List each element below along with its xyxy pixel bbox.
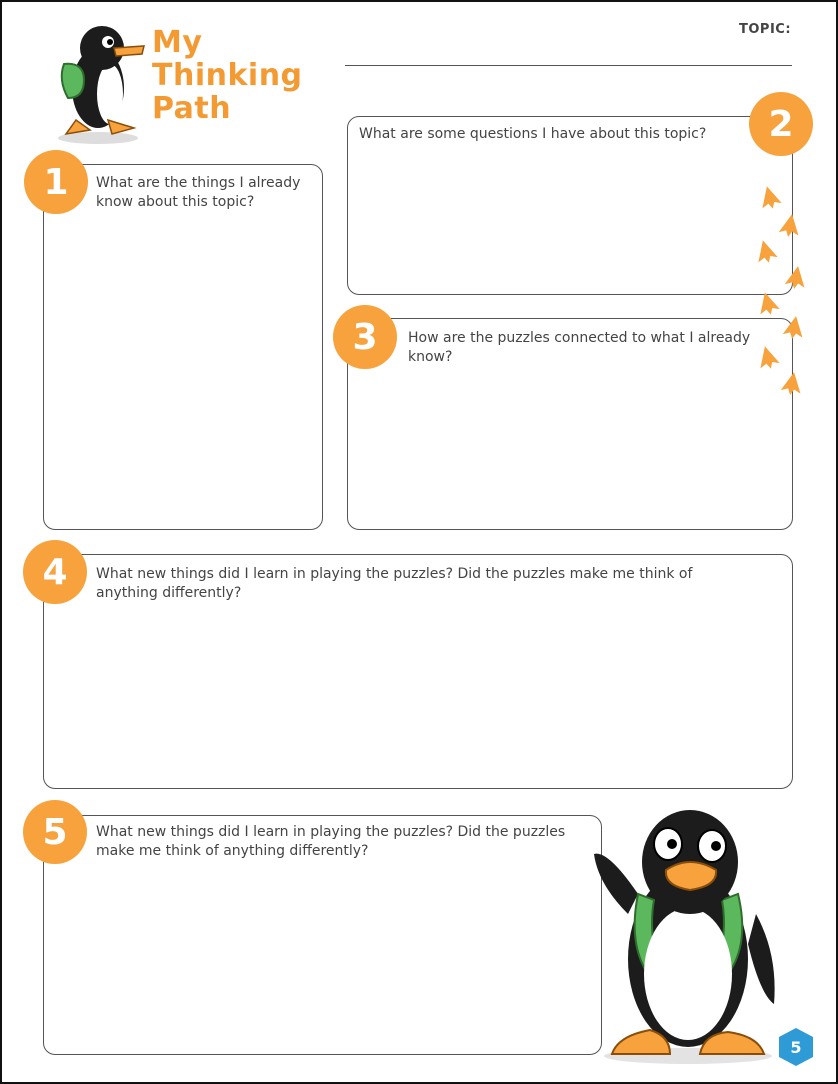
footprint-icon — [755, 290, 780, 317]
section-1-box[interactable] — [43, 164, 323, 530]
topic-input-line[interactable] — [345, 65, 792, 66]
title-line-2: Thinking — [152, 58, 303, 93]
section-4-prompt: What new things did I learn in playing the puzzles? Did the puzzles make me think of anything differently? — [96, 566, 693, 601]
section-2-prompt: What are some questions I have about this topic? — [359, 126, 707, 142]
section-3-prompt: How are the puzzles connected to what I already know? — [408, 330, 751, 365]
section-3-badge: 3 — [333, 305, 397, 369]
title-line-1: My — [152, 25, 203, 60]
section-4-badge: 4 — [23, 540, 87, 604]
page-number: 5 — [790, 1037, 802, 1057]
footprint-icon — [755, 344, 780, 371]
footprint-icon — [780, 370, 804, 396]
section-5-badge: 5 — [23, 800, 87, 864]
footprint-icon — [778, 212, 802, 238]
footprints-trail — [748, 180, 814, 400]
title-line-3: Path — [152, 91, 232, 126]
section-2-badge: 2 — [749, 92, 813, 156]
section-1-prompt: What are the things I already know about this topic? — [96, 175, 301, 210]
footprint-icon — [753, 238, 778, 265]
page-title — [152, 26, 303, 125]
footprint-icon — [757, 184, 782, 211]
penguin-walking-icon — [54, 24, 150, 146]
penguin-waving-icon — [588, 804, 778, 1066]
footprint-icon — [782, 314, 806, 340]
section-5-prompt: What new things did I learn in playing the puzzles? Did the puzzles make me think of anything differently? — [96, 824, 566, 859]
footprint-icon — [784, 264, 808, 290]
topic-label: TOPIC: — [739, 22, 792, 37]
section-1-badge: 1 — [24, 150, 88, 214]
